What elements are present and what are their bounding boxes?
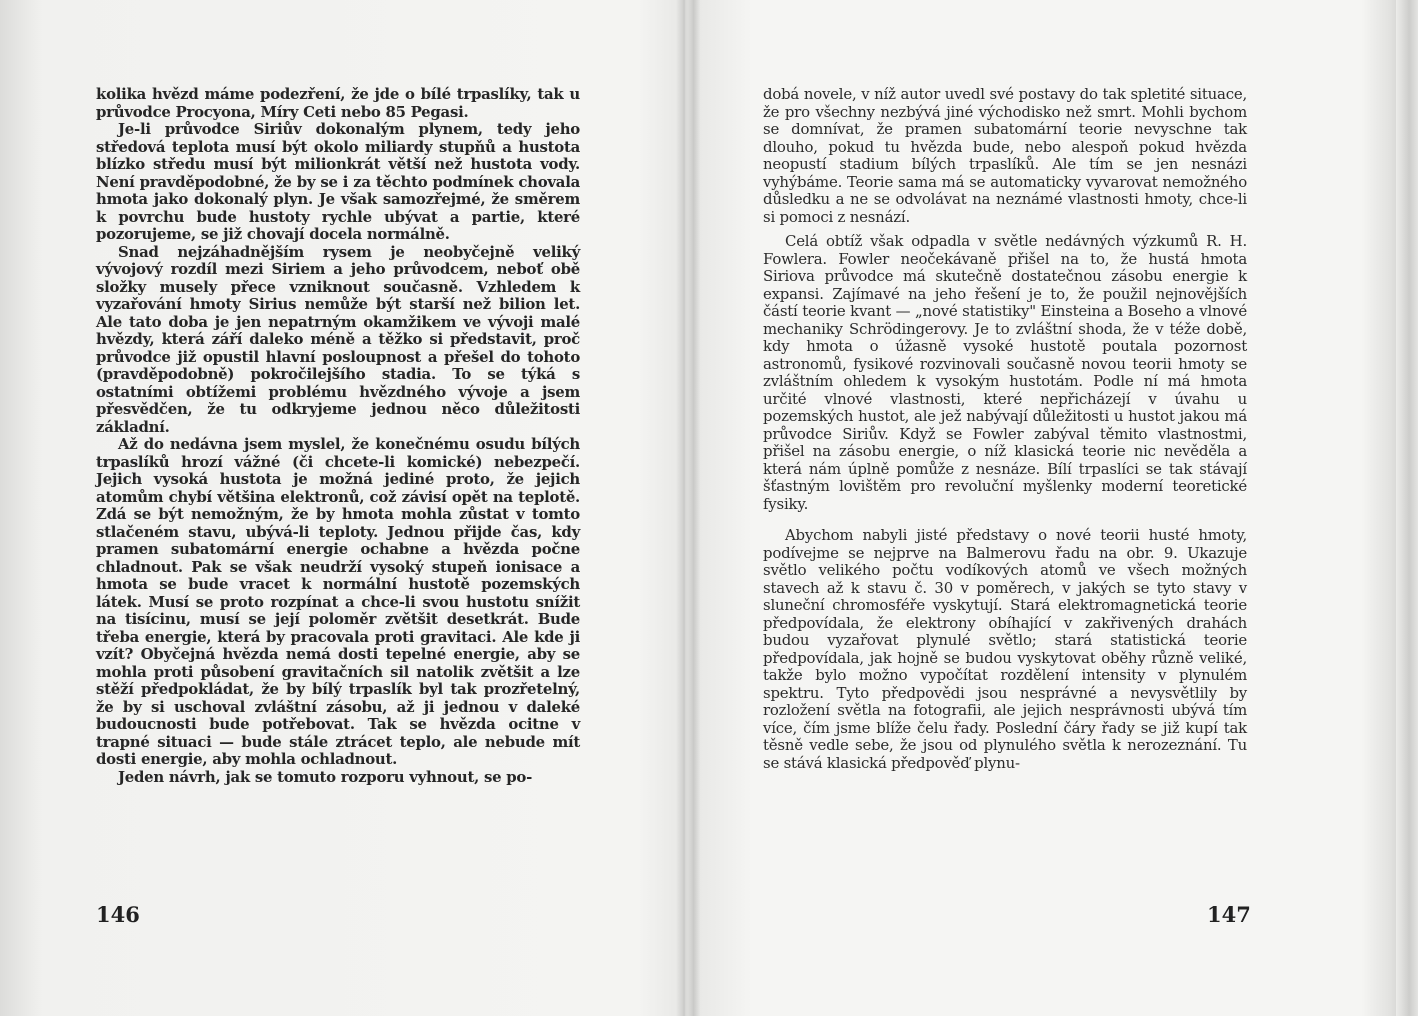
paragraph: Snad nejzáhadnějším rysem je neobyčejně veliký vývojový rozdíl mezi Siriem a jeho průvodcem, neboť obě složky musely přece vzniknout současně. Vzhledem k vyzařování hmoty Sirius nemůže být starší než bilion let. Ale tato doba je jen nepatrným okamžikem ve vývoji malé hvězdy, která září daleko méně a těžko si představit, proč průvodce již opustil hlavní posloupnost a přešel do tohoto (pravděpodobně) pokročilejšího stadia. To se týká s ostatními obtížemi problému hvězdného vývoje a jsem přesvědčen, že tu odkryjeme jednou něco důležitosti základní. xyxy=(96,242,580,436)
page-edge xyxy=(1396,0,1418,1016)
page-number-right: 147 xyxy=(1207,902,1251,927)
left-page-text xyxy=(96,86,580,786)
paragraph: Celá obtíž však odpadla v světle nedávných výzkumů R. H. Fowlera. Fowler neočekávaně přišel na to, že hustá hmota Siriova průvodce má skutečně dostatečnou zásobu energie k expansi. Zajímavé na jeho řešení je to, že použil nejnovějších částí teorie kvant — „nové statistiky" Einsteina a Boseho a vlnové mechaniky Schrödingerovy. Je to zvláštní shoda, že v téže době, kdy hmota o úžasně vysoké hustotě poutala pozornost astronomů, fysikové rozvinovali současně novou teorii hmoty se zvláštním ohledem k vysokým hustotám. Podle ní má hmota určité vlnové vlastnosti, které nepřicházejí v úvahu u pozemských hustot, ale jež nabývají důležitosti u hustot jakou má průvodce Siriův. Když se Fowler zabýval těmito vlastnostmi, přišel na zásobu energie, o níž klasická teorie nic nevěděla a která nám úplně pomůže z nesnáze. Bílí trpaslíci se tak stávají šťastným lovištěm pro revoluční myšlenky moderní teoretické fysiky. xyxy=(763,232,1247,513)
page-number-left: 146 xyxy=(96,902,140,927)
paragraph: Abychom nabyli jisté představy o nové teorii husté hmoty, podívejme se nejprve na Balmerovu řadu na obr. 9. Ukazuje světlo velikého počtu vodíkových atomů ve všech možných stavech až k stavu č. 30 v poměrech, v jakých se tyto stavy v sluneční chromosféře vyskytují. Stará elektromagnetická teorie předpovídala, že elektrony obíhající v zakřivených drahách budou vyzařovat plynulé světlo; stará statistická teorie předpovídala, jak hojně se budou vyskytovat oběhy různě veliké, takže bylo možno vypočítat rozdělení intensity v plynulém spektru. Tyto předpovědi jsou nesprávné a nevysvětlily by rozložení světla na fotografii, ale jejich nesprávnosti ubývá tím více, čím jsme blíže čelu řady. Poslední čáry řady se již kupí tak těsně vedle sebe, že jsou od plynulého světla k nerozeznání. Tu se stává klasická předpověď plynu- xyxy=(763,526,1247,772)
right-page-text xyxy=(763,86,1247,772)
paragraph: Je-li průvodce Siriův dokonalým plynem, tedy jeho středová teplota musí být okolo miliardy stupňů a hustota blízko středu musí být milionkrát větší než hustota vody. Není pravděpodobné, že by se i za těchto podmínek chovala hmota jako dokonalý plyn. Je však samozřejmé, že směrem k povrchu bude hustoty rychle ubývat a partie, které pozorujeme, se již chovají docela normálně. xyxy=(96,120,580,243)
paragraph: Až do nedávna jsem myslel, že konečnému osudu bílých trpaslíků hrozí vážné (či chcete-li komické) nebezpečí. Jejich vysoká hustota je možná jediné proto, že jejich atomům chybí většina elektronů, což závisí opět na teplotě. Zdá se být nemožným, že by hmota mohla zůstat v tomto stlačeném stavu, ubývá-li teploty. Jednou přijde čas, kdy pramen subatomární energie ochabne a hvězda počne chladnout. Pak se však neudrží vysoký stupeň ionisace a hmota se bude vracet k normální hustotě pozemských látek. Musí se proto rozpínat a chce-li svou hustotu snížit na tisícinu, musí se její poloměr zvětšit desetkrát. Bude třeba energie, která by pracovala proti gravitaci. Ale kde ji vzít? Obyčejná hvězda nemá dosti tepelné energie, aby se mohla proti působení gravitačních sil natolik zvětšit a lze stěží předpokládat, že by bílý trpaslík byl tak prozřetelný, že by si uschoval zvláštní zásobu, až ji jednou v daleké budoucnosti bude potřebovat. Tak se hvězda ocitne v trapné situaci — bude stále ztrácet teplo, ale nebude mít dosti energie, aby mohla ochladnout. xyxy=(96,435,580,768)
paragraph: Jeden návrh, jak se tomuto rozporu vyhnout, se po- xyxy=(118,767,533,786)
paragraph: kolika hvězd máme podezření, že jde o bílé trpaslíky, tak u průvodce Procyona, Míry Ceti nebo 85 Pegasi. xyxy=(96,85,580,121)
paragraph: dobá novele, v níž autor uvedl své postavy do tak spletité situace, že pro všechny nezbývá jiné východisko než smrt. Mohli bychom se domnívat, že pramen subatomární teorie nevyschne tak dlouho, pokud tu hvězda bude, nebo alespoň pokud hvězda neopustí stadium bílých trpaslíků. Ale tím se jen nesnázi vyhýbáme. Teorie sama má se automaticky vyvarovat nemožného důsledku a ne se odvolávat na neznámé vlastnosti hmoty, chce-li si pomoci z nesnází. xyxy=(763,85,1247,226)
book-gutter xyxy=(676,0,692,1016)
